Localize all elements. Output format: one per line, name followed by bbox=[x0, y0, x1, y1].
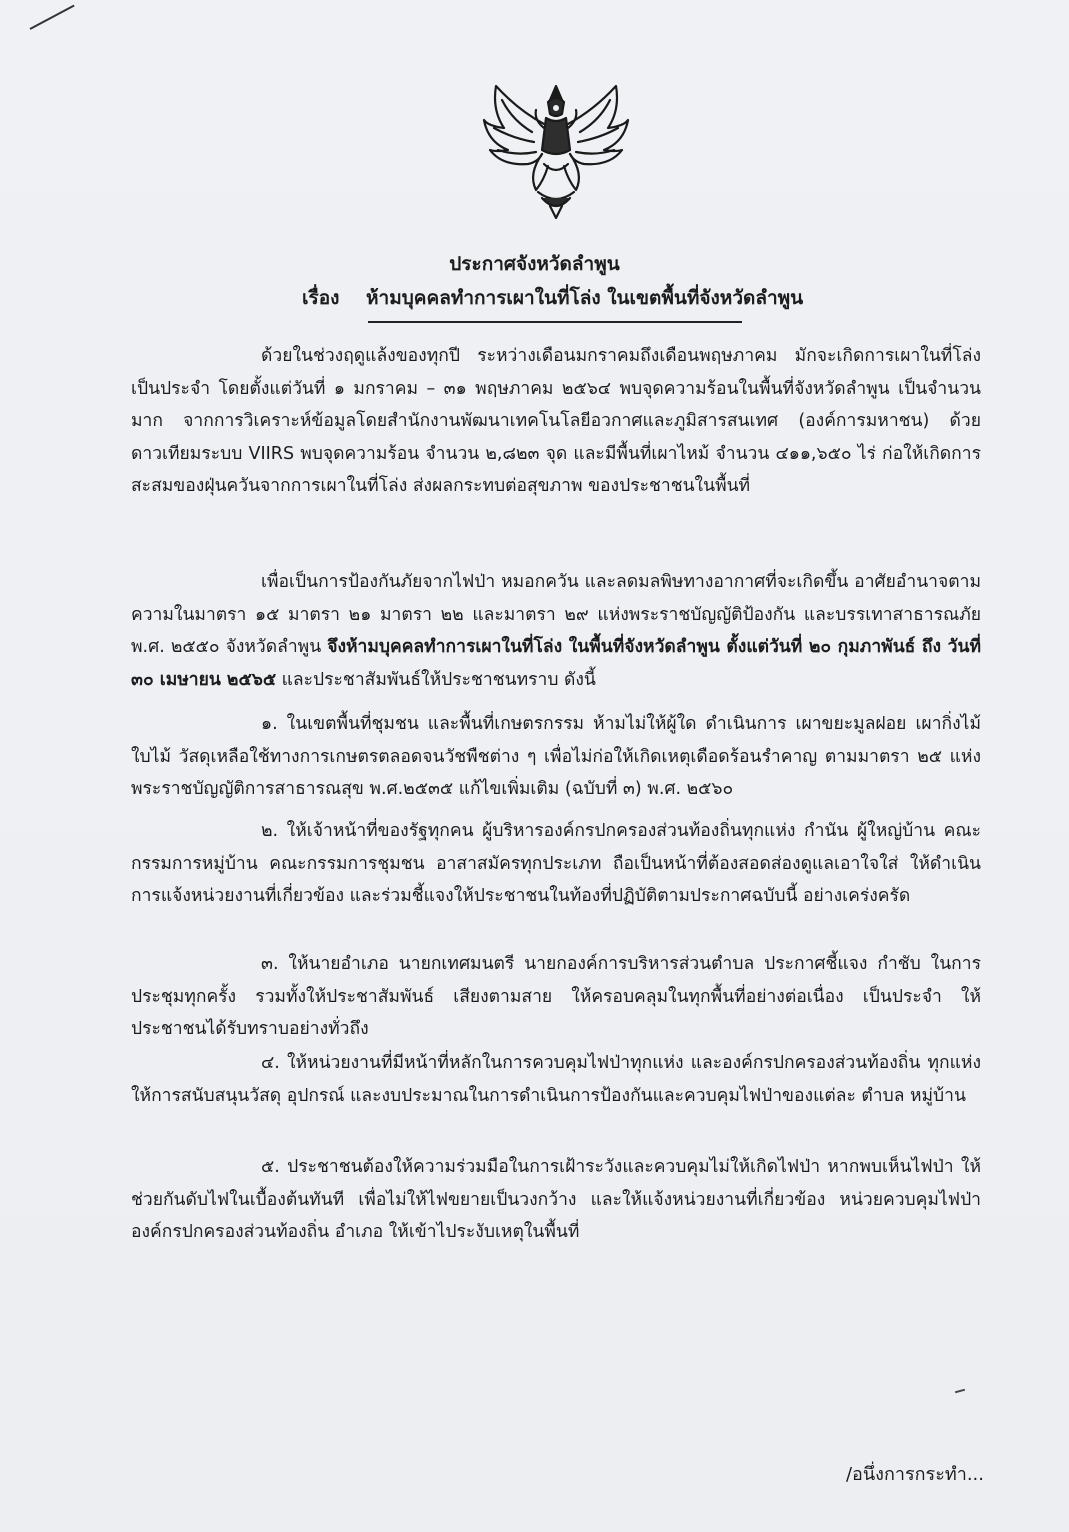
title-underline bbox=[368, 321, 742, 323]
paragraph-order bbox=[131, 566, 981, 696]
list-item-1-text: ๑. ในเขตพื้นที่ชุมชน และพื้นที่เกษตรกรรม ห้ามไม่ให้ผู้ใด ดำเนินการ เผาขยะมูลฝอย เผากิ่งไม้ใบไม้ วัสดุเหลือใช้ทางการเกษตรตลอดจนวัชพืชต่าง ๆ เพื่อไม่ก่อให้เกิดเหตุเดือดร้อนรำคาญ ตามมาตรา ๒๕ แห่งพระราชบัญญัติการสาธารณสุข พ.ศ.๒๕๓๕ แก้ไขเพิ่มเติม (ฉบับที่ ๓) พ.ศ. ๒๕๖๐ bbox=[131, 714, 981, 799]
list-item-5-text: ๕. ประชาชนต้องให้ความร่วมมือในการเฝ้าระวังและควบคุมไม่ให้เกิดไฟป่า หากพบเห็นไฟป่า ให้ช่วยกันดับไฟในเบื้องต้นทันที เพื่อไม่ให้ไฟขยายเป็นวงกว้าง และให้แจ้งหน่วยงานที่เกี่ยวข้อง หน่วยควบคุมไฟป่า องค์กรปกครองส่วนท้องถิ่น อำเภอ ให้เข้าไประงับเหตุในพื้นที่ bbox=[131, 1157, 981, 1242]
paragraph-intro bbox=[131, 340, 981, 503]
ink-speck bbox=[955, 1389, 965, 1394]
list-item-3 bbox=[131, 948, 981, 1046]
list-item-4 bbox=[131, 1047, 981, 1112]
list-item-3-text: ๓. ให้นายอำเภอ นายกเทศมนตรี นายกองค์การบริหารส่วนตำบล ประกาศชี้แจง กำชับ ในการประชุมทุกครั้ง รวมทั้งให้ประชาสัมพันธ์ เสียงตามสาย ให้ครอบคลุมในทุกพื้นที่อย่างต่อเนื่อง เป็นประจำ ให้ประชาชนได้รับทราบอย่างทั่วถึง bbox=[131, 954, 981, 1039]
list-item-4-text: ๔. ให้หน่วยงานที่มีหน้าที่หลักในการควบคุมไฟป่าทุกแห่ง และองค์กรปกครองส่วนท้องถิ่น ทุกแห่งให้การสนับสนุนวัสดุ อุปกรณ์ และงบประมาณในการดำเนินการป้องกันและควบคุมไฟป่าของแต่ละ ตำบล หมู่บ้าน bbox=[131, 1053, 981, 1106]
subject-text: ห้ามบุคคลทำการเผาในที่โล่ง ในเขตพื้นที่จังหวัดลำพูน bbox=[366, 287, 804, 309]
list-item-1 bbox=[131, 708, 981, 806]
paragraph-order-bold: จึงห้ามบุคคลทำการเผาในที่โล่ง ในพื้นที่จังหวัดลำพูน ตั้งแต่วันที่ ๒๐ กุมภาพันธ์ ถึง วันที่ ๓๐ เมษายน ๒๕๖๕ bbox=[131, 637, 981, 690]
announcement-title: ประกาศจังหวัดลำพูน bbox=[449, 253, 620, 275]
continuation-note: /อนึ่งการกระทำ... bbox=[845, 1464, 984, 1485]
paragraph-order-text: เพื่อเป็นการป้องกันภัยจากไฟป่า หมอกควัน และลดมลพิษทางอากาศที่จะเกิดขึ้น อาศัยอำนาจตามความในมาตรา ๑๕ มาตรา ๒๑ มาตรา ๒๒ และมาตรา ๒๙ แห่งพระราชบัญญัติป้องกัน และบรรเทาสาธารณภัย พ.ศ. ๒๕๕๐ จังหวัดลำพูน bbox=[131, 572, 981, 657]
subject-line bbox=[302, 284, 803, 312]
garuda-emblem-icon bbox=[478, 80, 634, 220]
paragraph-order-end: และประชาสัมพันธ์ให้ประชาชนทราบ ดังนี้ bbox=[276, 669, 596, 690]
pen-mark bbox=[30, 5, 75, 30]
paragraph-intro-text: ด้วยในช่วงฤดูแล้งของทุกปี ระหว่างเดือนมกราคมถึงเดือนพฤษภาคม มักจะเกิดการเผาในที่โล่งเป็นประจำ โดยตั้งแต่วันที่ ๑ มกราคม – ๓๑ พฤษภาคม ๒๕๖๔ พบจุดความร้อนในพื้นที่จังหวัดลำพูน เป็นจำนวนมาก จากการวิเคราะห์ข้อมูลโดยสำนักงานพัฒนาเทคโนโลยีอวกาศและภูมิสารสนเทศ (องค์การมหาชน) ด้วยดาวเทียมระบบ VIIRS พบจุดความร้อน จำนวน ๒,๘๒๓ จุด และมีพื้นที่เผาไหม้ จำนวน ๔๑๑,๖๕๐ ไร่ ก่อให้เกิดการสะสมของฝุ่นควันจากการเผาในที่โล่ง ส่งผลกระทบต่อสุขภาพ ของประชาชนในพื้นที่ bbox=[131, 346, 981, 496]
subject-label: เรื่อง bbox=[302, 287, 340, 309]
list-item-2-text: ๒. ให้เจ้าหน้าที่ของรัฐทุกคน ผู้บริหารองค์กรปกครองส่วนท้องถิ่นทุกแห่ง กำนัน ผู้ใหญ่บ้าน คณะกรรมการหมู่บ้าน คณะกรรมการชุมชน อาสาสมัครทุกประเภท ถือเป็นหน้าที่ต้องสอดส่องดูแลเอาใจใส่ ให้ดำเนินการแจ้งหน่วยงานที่เกี่ยวข้อง และร่วมชี้แจงให้ประชาชนในท้องที่ปฏิบัติตามประกาศฉบับนี้ อย่างเคร่งครัด bbox=[131, 821, 981, 906]
list-item-5 bbox=[131, 1151, 981, 1249]
list-item-2 bbox=[131, 815, 981, 913]
